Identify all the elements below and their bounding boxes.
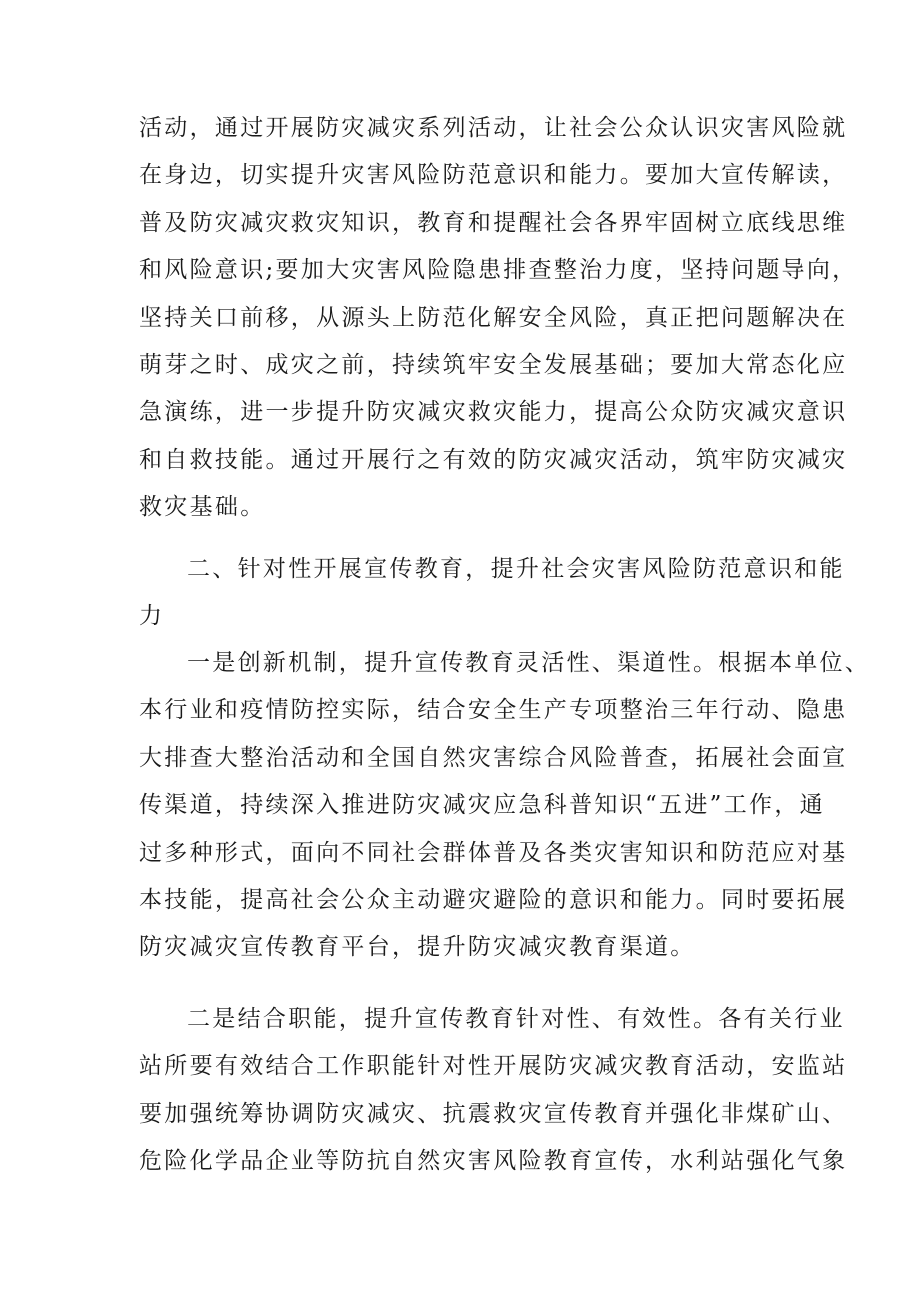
paragraph-line: 一是创新机制，提升宣传教育灵活性、渠道性。根据本单位、 — [187, 650, 871, 676]
paragraph-line: 萌芽之时、成灾之前，持续筑牢安全发展基础；要加大常态化应 — [139, 351, 848, 378]
paragraph-line: 普及防灾减灾救灾知识，教育和提醒社会各界牢固树立底线思维 — [139, 209, 848, 236]
paragraph-line: 活动，通过开展防灾减灾系列活动，让社会公众认识灾害风险就 — [139, 115, 848, 141]
paragraph-2 — [139, 640, 871, 972]
paragraph-line: 过多种形式，面向不同社会群体普及各类灾害知识和防范应对基 — [139, 839, 848, 866]
paragraph-line: 大排查大整治活动和全国自然灾害综合风险普查，拓展社会面宣 — [139, 744, 848, 771]
heading-line: 二、针对性开展宣传教育，提升社会灾害风险防范意识和能 — [187, 556, 845, 582]
paragraph-line: 本行业和疫情防控实际，结合安全生产专项整治三年行动、隐患 — [139, 697, 848, 724]
paragraph-line: 传渠道，持续深入推进防灾减灾应急科普知识“五进”工作，通 — [139, 792, 825, 819]
paragraph-line: 站所要有效结合工作职能针对性开展防灾减灾教育活动，安监站 — [139, 1053, 848, 1080]
paragraph-line: 二是结合职能，提升宣传教育针对性、有效性。各有关行业 — [187, 1006, 845, 1032]
paragraph-line: 在身边，切实提升灾害风险防范意识和能力。要加大宣传解读， — [139, 162, 848, 189]
paragraph-line: 要加强统筹协调防灾减灾、抗震救灾宣传教育并强化非煤矿山、 — [139, 1100, 848, 1127]
paragraph-line: 坚持关口前移，从源头上防范化解安全风险，真正把问题解决在 — [139, 304, 848, 331]
paragraph-line: 危险化学品企业等防抗自然灾害风险教育宣传，水利站强化气象 — [139, 1148, 848, 1175]
paragraph-line: 救灾基础。 — [139, 494, 266, 521]
section-heading — [139, 546, 845, 641]
paragraph-line: 急演练，进一步提升防灾减灾救灾能力，提高公众防灾减灾意识 — [139, 399, 848, 426]
paragraph-1 — [139, 105, 858, 532]
heading-line: 力 — [139, 603, 165, 630]
paragraph-line: 和自救技能。通过开展行之有效的防灾减灾活动，筑牢防灾减灾 — [139, 446, 848, 473]
paragraph-line: 本技能，提高社会公众主动避灾避险的意识和能力。同时要拓展 — [139, 886, 848, 913]
paragraph-line: 防灾减灾宣传教育平台，提升防灾减灾教育渠道。 — [139, 934, 696, 961]
paragraph-3 — [139, 996, 848, 1186]
paragraph-line: 和风险意识;要加大灾害风险隐患排查整治力度，坚持问题导向， — [139, 257, 858, 284]
